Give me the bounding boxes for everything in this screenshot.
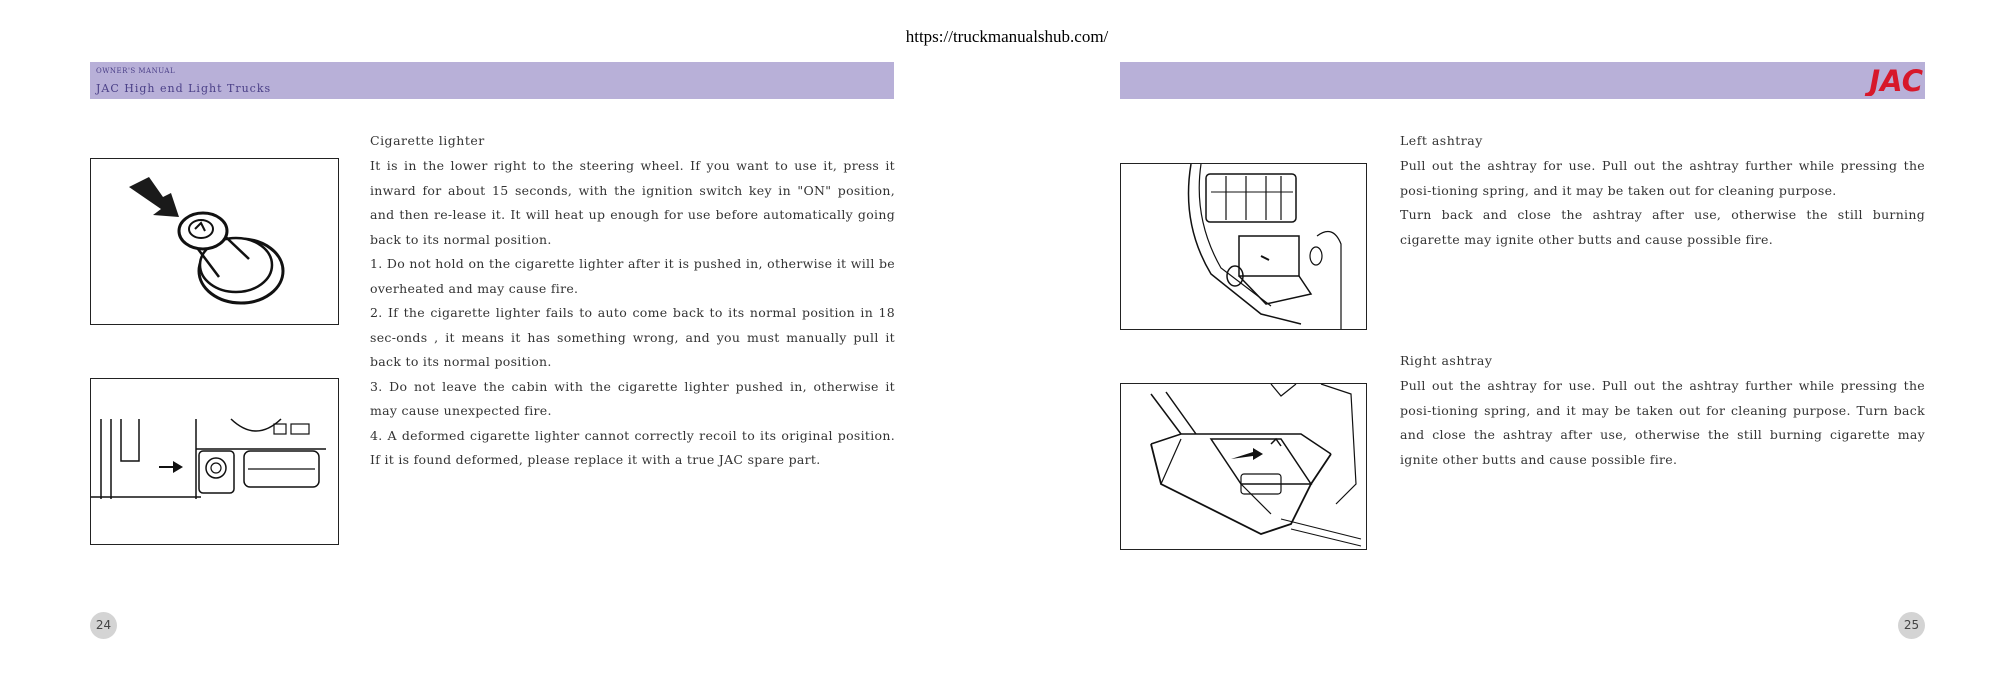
section-title-cigarette-lighter: Cigarette lighter [370,133,485,148]
right-ashtray-paragraph: Pull out the ashtray for use. Pull out the ashtray further while pressing the posi-tioning spring, and it may be taken out for cleaning purpose. Turn back and close the ashtray after use, otherwise the still burning cigarette may ignite other butts and cause possible fire. [1400,378,1925,467]
manual-title: JAC High end Light Trucks [96,82,272,95]
lighter-note-4: 4. A deformed cigarette lighter cannot correctly recoil to its original position. If it is found deformed, please replace it with a true JAC spare part. [370,427,895,467]
page-number-left: 24 [90,612,117,639]
page-number-right: 25 [1898,612,1925,639]
right-ashtray-illustration [1120,383,1367,550]
left-ashtray-illustration [1120,163,1367,330]
lighter-location-illustration [90,378,339,545]
lighter-note-3: 3. Do not leave the cabin with the cigarette lighter pushed in, otherwise it may cause unexpected fire. [370,378,895,418]
cigarette-lighter-text [370,154,895,473]
jac-logo-text: JAC [1869,66,1923,96]
lighter-note-1: 1. Do not hold on the cigarette lighter after it is pushed in, otherwise it will be overheated and may cause fire. [370,256,895,296]
left-ashtray-paragraph-2: Turn back and close the ashtray after use, otherwise the still burning cigarette may ignite other butts and cause possible fire. [1400,207,1925,247]
left-header-banner [90,62,894,99]
right-header-banner [1120,62,1925,99]
right-ashtray-text [1400,374,1925,472]
lighter-note-2: 2. If the cigarette lighter fails to auto come back to its normal position in 18 sec-onds , it means it has something wrong, and you must manually pull it back to its normal position. [370,305,895,369]
jac-logo [1835,66,1925,100]
section-title-right-ashtray: Right ashtray [1400,353,1493,368]
section-title-left-ashtray: Left ashtray [1400,133,1483,148]
left-ashtray-text [1400,154,1925,252]
manual-label: OWNER'S MANUAL [96,67,176,75]
lighter-paragraph: It is in the lower right to the steering wheel. If you want to use it, press it inward for about 15 seconds, with the ignition switch key in "ON" position, and then re-lease it. It will heat up enough for use before automatically going back to its normal position. [370,158,895,247]
source-url: https://truckmanualshub.com/ [905,27,1109,46]
left-ashtray-paragraph-1: Pull out the ashtray for use. Pull out the ashtray further while pressing the posi-tioning spring, and it may be taken out for cleaning purpose. [1400,158,1925,198]
cigarette-lighter-illustration [90,158,339,325]
